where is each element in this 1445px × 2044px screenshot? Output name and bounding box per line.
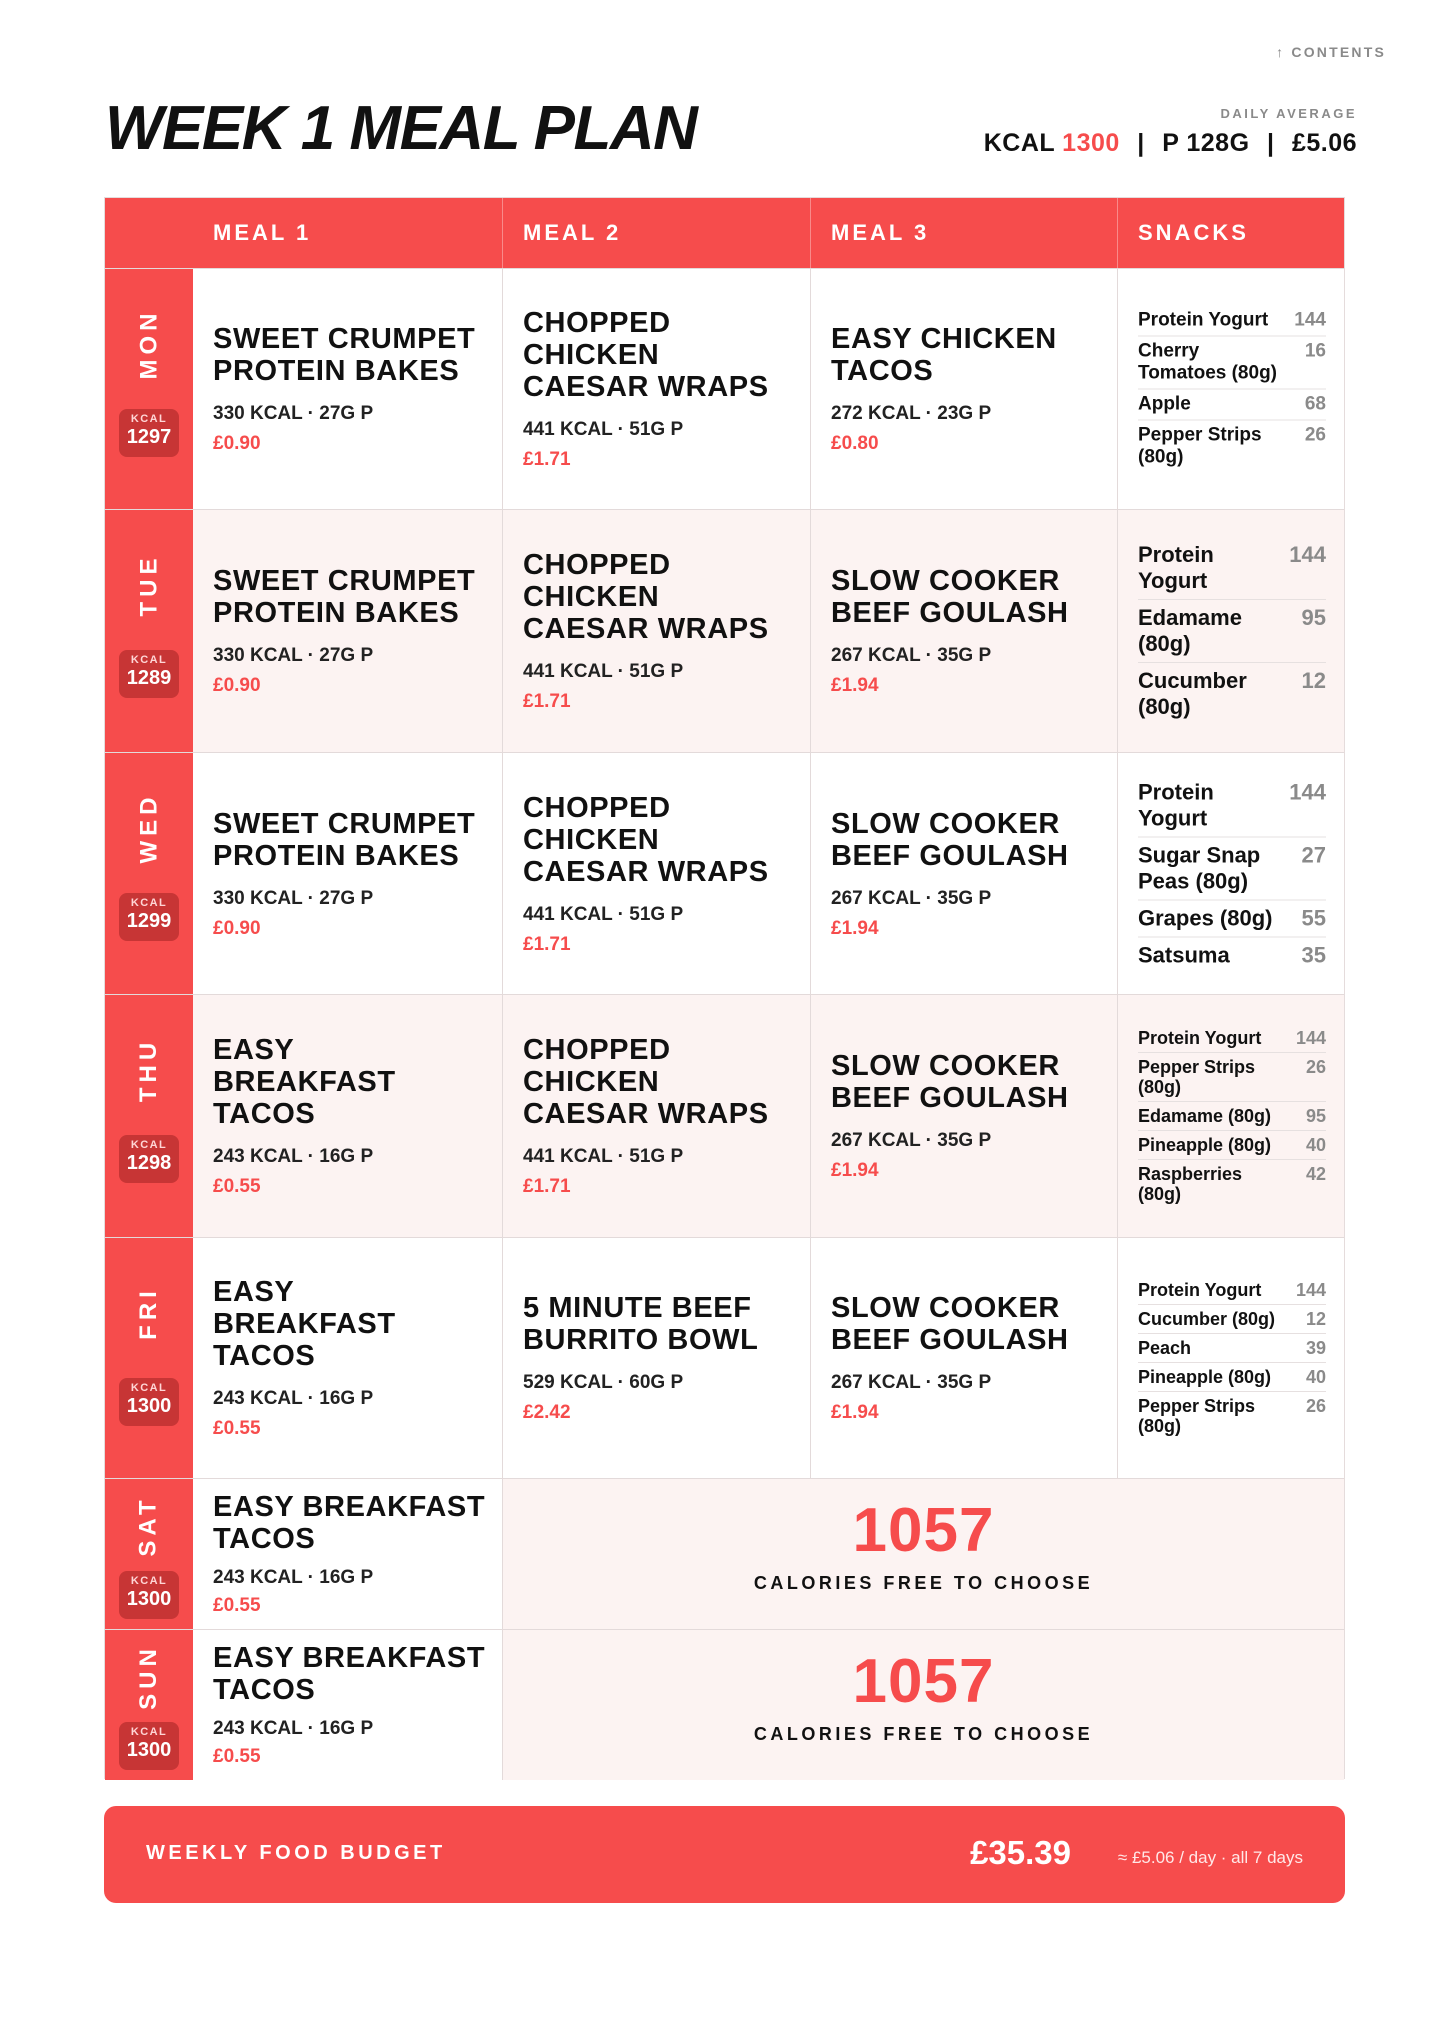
snacks-cell <box>1117 269 1344 509</box>
snack-item: Pineapple (80g) 40 <box>1138 1363 1326 1392</box>
snacks-cell <box>1117 995 1344 1237</box>
snack-item: Protein Yogurt 144 <box>1138 306 1326 337</box>
meal-macros: 267 KCAL · 35G P <box>831 1130 992 1151</box>
meal-name: CHOPPED CHICKEN CAESAR WRAPS <box>523 1034 769 1130</box>
meal-cost: £1.94 <box>831 675 879 696</box>
day-kcal-badge: KCAL 1300 <box>119 1571 179 1619</box>
day-label-column <box>105 1238 193 1478</box>
meal-cost: £0.55 <box>213 1418 261 1439</box>
daily-average-label: DAILY AVERAGE <box>1220 106 1357 121</box>
meal-name: SLOW COOKER BEEF GOULASH <box>831 807 1069 872</box>
meal-3-cell <box>810 269 1117 509</box>
daily-average <box>984 106 1357 158</box>
meal-macros: 243 KCAL · 16G P <box>213 1567 374 1588</box>
snack-item: Pineapple (80g) 40 <box>1138 1131 1326 1160</box>
day-kcal-badge: KCAL 1299 <box>119 893 179 941</box>
meal-cost: £0.90 <box>213 433 261 454</box>
meal-name: CHOPPED CHICKEN CAESAR WRAPS <box>523 791 769 888</box>
snack-item: Cherry Tomatoes (80g) 16 <box>1138 337 1326 390</box>
day-kcal-badge: KCAL 1300 <box>119 1722 179 1770</box>
snacks-cell <box>1117 510 1344 752</box>
day-row-sat <box>105 1478 1344 1629</box>
meal-name: SWEET CRUMPET PROTEIN BAKES <box>213 565 476 629</box>
meal-name: EASY BREAKFAST TACOS <box>213 1276 396 1372</box>
day-label-column <box>105 1630 193 1780</box>
meal-cost: £0.80 <box>831 433 879 454</box>
meal-name: EASY CHICKEN TACOS <box>831 323 1057 387</box>
day-name: SUN <box>134 1644 162 1710</box>
meal-macros: 441 KCAL · 51G P <box>523 419 684 440</box>
snacks-cell <box>1117 1238 1344 1478</box>
free-calories-cell <box>502 1630 1344 1780</box>
meal-cost: £1.94 <box>831 1402 879 1423</box>
meal-1-cell <box>193 510 502 752</box>
budget-label: WEEKLY FOOD BUDGET <box>146 1842 446 1864</box>
day-name: MON <box>135 308 162 380</box>
free-calories-label: CALORIES FREE TO CHOOSE <box>753 1573 1094 1593</box>
day-label-column <box>105 1479 193 1629</box>
meal-2-cell <box>502 1238 810 1478</box>
meal-name: SWEET CRUMPET PROTEIN BAKES <box>213 323 476 387</box>
column-header-meal-1: MEAL 1 <box>213 220 312 245</box>
snack-item: Pepper Strips (80g) 26 <box>1138 1396 1326 1436</box>
day-label-column <box>105 995 193 1237</box>
meal-3-cell <box>810 1238 1117 1478</box>
snack-item: Raspberries (80g) 42 <box>1138 1164 1326 1204</box>
meal-cost: £0.55 <box>213 1176 261 1197</box>
daily-average-stats <box>984 129 1357 158</box>
meal-name: SLOW COOKER BEEF GOULASH <box>831 1050 1069 1114</box>
page-title: WEEK 1 MEAL PLAN <box>105 94 697 163</box>
meal-1-cell <box>193 1238 502 1478</box>
meal-cost: £1.71 <box>523 691 571 712</box>
snack-item: Protein Yogurt 144 <box>1138 1276 1326 1305</box>
day-row-wed <box>105 752 1344 994</box>
meal-3-cell <box>810 995 1117 1237</box>
table-header <box>105 198 1344 268</box>
snack-item: Edamame (80g) 95 <box>1138 600 1326 663</box>
free-calories-value: 1057 <box>852 1647 995 1716</box>
day-kcal-badge: KCAL 1289 <box>119 650 179 698</box>
day-row-mon <box>105 268 1344 509</box>
free-calories-value: 1057 <box>852 1496 995 1565</box>
meal-cost: £0.90 <box>213 917 261 939</box>
meal-3-cell <box>810 753 1117 994</box>
meal-macros: 441 KCAL · 51G P <box>523 903 684 925</box>
snack-item: Edamame (80g) 95 <box>1138 1102 1326 1131</box>
meal-cost: £1.71 <box>523 449 571 470</box>
meal-cost: £0.90 <box>213 675 261 696</box>
meal-name: SWEET CRUMPET PROTEIN BAKES <box>213 807 476 872</box>
meal-1-cell <box>193 1630 502 1780</box>
protein-value: P 128G <box>1162 129 1250 157</box>
day-row-thu <box>105 994 1344 1237</box>
meal-name: CHOPPED CHICKEN CAESAR WRAPS <box>523 549 769 645</box>
snack-item: Pepper Strips (80g) 26 <box>1138 424 1326 468</box>
meal-macros: 330 KCAL · 27G P <box>213 887 374 909</box>
day-name: WED <box>135 792 162 864</box>
meal-macros: 272 KCAL · 23G P <box>831 403 992 424</box>
meal-cost: £0.55 <box>213 1595 261 1616</box>
meal-cost: £0.55 <box>213 1746 261 1767</box>
meal-macros: 267 KCAL · 35G P <box>831 887 992 909</box>
contents-link[interactable]: ↑ CONTENTS <box>1276 44 1386 60</box>
weekly-budget-bar <box>104 1806 1345 1903</box>
snack-item: Cucumber (80g) 12 <box>1138 668 1326 719</box>
free-calories-label: CALORIES FREE TO CHOOSE <box>753 1724 1094 1744</box>
meal-1-cell <box>193 269 502 509</box>
meal-name: 5 MINUTE BEEF BURRITO BOWL <box>523 1292 759 1356</box>
snack-item: Apple 68 <box>1138 390 1326 421</box>
meal-1-cell <box>193 1479 502 1629</box>
meal-cost: £1.71 <box>523 933 571 955</box>
meal-macros: 267 KCAL · 35G P <box>831 645 992 666</box>
meal-2-cell <box>502 995 810 1237</box>
meal-name: SLOW COOKER BEEF GOULASH <box>831 565 1069 629</box>
stat-separator: | <box>1137 129 1145 157</box>
meal-macros: 243 KCAL · 16G P <box>213 1388 374 1409</box>
column-header-meal-3: MEAL 3 <box>810 198 1117 268</box>
day-kcal-badge: KCAL 1300 <box>119 1378 179 1426</box>
budget-note: ≈ £5.06 / day · all 7 days <box>1117 1848 1303 1867</box>
snacks-cell <box>1117 753 1344 994</box>
meal-plan-table <box>104 197 1345 1779</box>
meal-name: CHOPPED CHICKEN CAESAR WRAPS <box>523 307 769 403</box>
snack-item: Protein Yogurt 144 <box>1138 1024 1326 1053</box>
meal-name: EASY BREAKFAST TACOS <box>213 1034 396 1130</box>
day-name: FRI <box>134 1286 162 1340</box>
meal-macros: 243 KCAL · 16G P <box>213 1718 374 1739</box>
meal-3-cell <box>810 510 1117 752</box>
meal-cost: £1.71 <box>523 1176 571 1197</box>
meal-name: EASY BREAKFAST TACOS <box>213 1491 486 1555</box>
meal-2-cell <box>502 269 810 509</box>
meal-cost: £1.94 <box>831 917 879 939</box>
kcal-value: 1300 <box>1062 129 1120 157</box>
meal-1-cell <box>193 995 502 1237</box>
day-kcal-badge: KCAL 1297 <box>119 409 179 457</box>
day-name: THU <box>134 1037 162 1103</box>
meal-1-cell <box>193 753 502 994</box>
meal-macros: 529 KCAL · 60G P <box>523 1372 684 1393</box>
snack-item: Cucumber (80g) 12 <box>1138 1305 1326 1334</box>
meal-macros: 267 KCAL · 35G P <box>831 1372 992 1393</box>
column-header-snacks: SNACKS <box>1117 198 1344 268</box>
meal-macros: 243 KCAL · 16G P <box>213 1146 374 1167</box>
meal-name: EASY BREAKFAST TACOS <box>213 1642 486 1706</box>
snack-item: Protein Yogurt 144 <box>1138 537 1326 600</box>
snack-item: Grapes (80g) 55 <box>1138 900 1326 937</box>
day-label-column <box>105 269 193 509</box>
day-row-fri <box>105 1237 1344 1478</box>
meal-macros: 330 KCAL · 27G P <box>213 403 374 424</box>
day-row-tue <box>105 509 1344 752</box>
meal-macros: 441 KCAL · 51G P <box>523 1146 684 1167</box>
day-label-column <box>105 510 193 752</box>
snack-item: Peach 39 <box>1138 1334 1326 1363</box>
free-calories-cell <box>502 1479 1344 1629</box>
meal-macros: 330 KCAL · 27G P <box>213 645 374 666</box>
meal-name: SLOW COOKER BEEF GOULASH <box>831 1292 1069 1356</box>
day-label-column <box>105 753 193 994</box>
meal-2-cell <box>502 510 810 752</box>
stat-separator: | <box>1266 129 1275 157</box>
snack-item: Pepper Strips (80g) 26 <box>1138 1053 1326 1102</box>
cost-value: £5.06 <box>1291 129 1357 157</box>
meal-cost: £2.42 <box>523 1402 571 1423</box>
snack-item: Protein Yogurt 144 <box>1138 774 1326 837</box>
snack-item: Satsuma 35 <box>1138 942 1326 967</box>
meal-macros: 441 KCAL · 51G P <box>523 661 684 682</box>
day-row-sun <box>105 1629 1344 1780</box>
snack-item: Sugar Snap Peas (80g) 27 <box>1138 837 1326 900</box>
day-name: TUE <box>135 553 162 617</box>
day-kcal-badge: KCAL 1298 <box>119 1135 179 1183</box>
column-header-meal-2: MEAL 2 <box>502 198 810 268</box>
meal-cost: £1.94 <box>831 1160 879 1181</box>
budget-amount: £35.39 <box>970 1834 1071 1871</box>
meal-2-cell <box>502 753 810 994</box>
day-name: SAT <box>135 1495 162 1557</box>
kcal-label: KCAL <box>983 129 1055 157</box>
